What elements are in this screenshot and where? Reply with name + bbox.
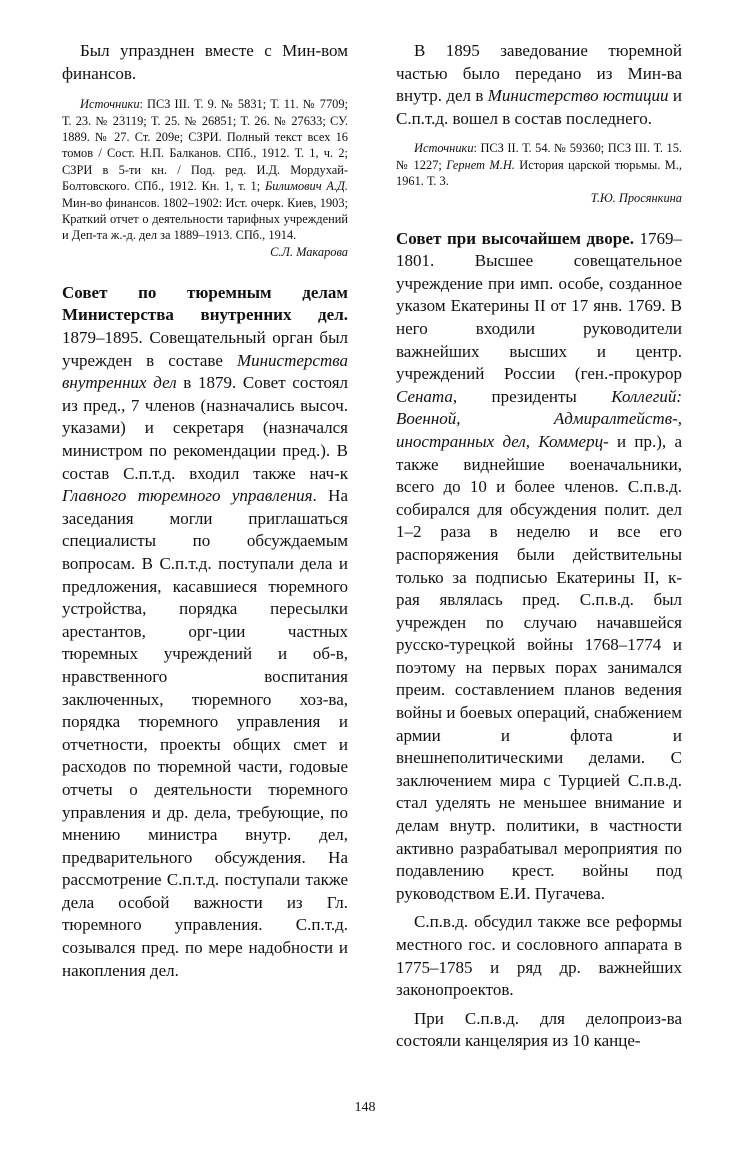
cross-ref: Коллегий: Военной, Адмиралтейств-, иностранных дел, Коммерц-: [396, 386, 682, 451]
sources-text: : ПСЗ III. Т. 9. № 5831; Т. 11. № 7709; Т. 23. № 23119; Т. 25. № 26851; Т. 26. № 27633; СУ. 1889. № 27. Ст. 209е; СЗРИ. Полный текст всех 16 томов / Сост. Н.П. Балканов. СПб., 1912. Т. 1, ч. 2; СЗРИ в 5-ти кн. / Под. ред. И.Д. Мордухай-Болтовского. СПб., 1912. Кн. 1, т. 1;: [62, 97, 348, 194]
entry-continuation: Был упразднен вместе с Мин-вом финансов.: [62, 41, 348, 83]
sources-author-ref: Гернет М.Н.: [446, 157, 515, 172]
sources-tail: Мин-во финансов. 1802–1902: Ист. очерк. Киев, 1903; Краткий отчет о деятельности тарифных учреждений и Деп-та ж.-д. дел за 1889–1913. СПб., 1914.: [62, 195, 348, 243]
left-column: [62, 40, 348, 982]
paragraph: С.п.в.д. обсудил также все реформы местного гос. и сословного аппарата в 1775–1785 и ряд др. важнейших законопроектов.: [396, 912, 682, 1000]
entry-continuation: В 1895 заведование тюремной частью было передано из Мин-ва внутр. дел в Министерство юстиции и С.п.т.д. вошел в состав последнего.: [396, 41, 682, 128]
sources-text: : ПСЗ II. Т. 54. № 59360; ПСЗ III. Т. 15. № 1227;: [396, 141, 682, 172]
sources-paragraph: [396, 140, 682, 189]
page-number: 148: [354, 1100, 376, 1115]
sources-label: Источники: [80, 97, 140, 112]
cross-ref: Главного тюремного управления: [62, 486, 313, 506]
cross-ref: Сената: [396, 386, 453, 406]
entry-title: Совет по тюремным делам Министерства внутренних дел.: [62, 282, 348, 325]
article-author: Т.Ю. Просянкина: [590, 190, 682, 205]
article-author: С.Л. Макарова: [270, 244, 348, 259]
sources-tail: История царской тюрьмы. М., 1961. Т. 3.: [396, 157, 682, 189]
paragraph: При С.п.в.д. для делопроиз-ва состояли канцелярия из 10 канце-: [396, 1008, 682, 1051]
cross-ref: Министерство юстиции: [487, 86, 669, 106]
sources-paragraph: [62, 96, 348, 244]
entry-court-council: Совет при высочайшем дворе. 1769–1801. Высшее совещательное учреждение при имп. особе, созданное указом Екатерины II от 17 янв. 1769. В него входили руководители важнейших высших и центр. учреждений России (ген.-прокурор Сената, президенты Коллегий: Военной, Адмиралтейств-, иностранных дел, Коммерц- и пр.), а также виднейшие военачальники, всего до 10 и более членов. С.п.в.д. собирался для обсуждения полит. дел 1–2 раза в неделю и все его распоряжения были действительны только за подписью Екатерины II, к-рая являлась пред. С.п.в.д. был учрежден по случаю начавшейся русско-турецкой войны 1768–1774 и поэтому на первых порах занимался преим. составлением планов ведения войны и боевых операций, снабжением армии и флота и внешнеполитическими делами. С заключением мира с Турцией С.п.в.д. стал уделять не меньшее внимание и делам внутр. политики, в частности активно разрабатывал мероприятия по подавлению крест. войны под руководством Е.И. Пугачева.: [396, 228, 682, 903]
sources-label: Источники: [414, 141, 474, 156]
sources-author-ref: Билимович А.Д.: [264, 179, 349, 194]
entry-title: Совет при высочайшем дворе.: [396, 228, 634, 248]
right-column: [396, 40, 682, 1053]
cross-ref: Министерства внутренних дел: [62, 350, 348, 393]
entry-prison-council: Совет по тюремным делам Министерства внутренних дел. 1879–1895. Совещательный орган был учрежден в составе Министерства внутренних дел в 1879. Совет состоял из пред., 7 членов (назначались высоч. указами) и секретаря (назначался министром по рекомендации пред.). В состав С.п.т.д. входил также нач-к Главного тюремного управления. На заседания могли приглашаться специалисты по обсуждаемым вопросам. В С.п.т.д. поступали дела и предложения, касавшиеся тюремного устройства, порядка пересылки арестантов, орг-ции частных тюремных учреждений и об-в, нравственного воспитания заключенных, тюремного хоз-ва, порядка тюремного управления и отчетности, проекты общих смет и расходов по тюремной части, годовые отчеты о деятельности тюремного управления и др. дела, требующие, по мнению министра внутр. дел, предварительного обсуждения. На рассмотрение С.п.т.д. поступали также дела особой важности из Гл. тюремного управления. С.п.т.д. созывался пред. по мере надобности и накопления дел.: [62, 282, 349, 980]
